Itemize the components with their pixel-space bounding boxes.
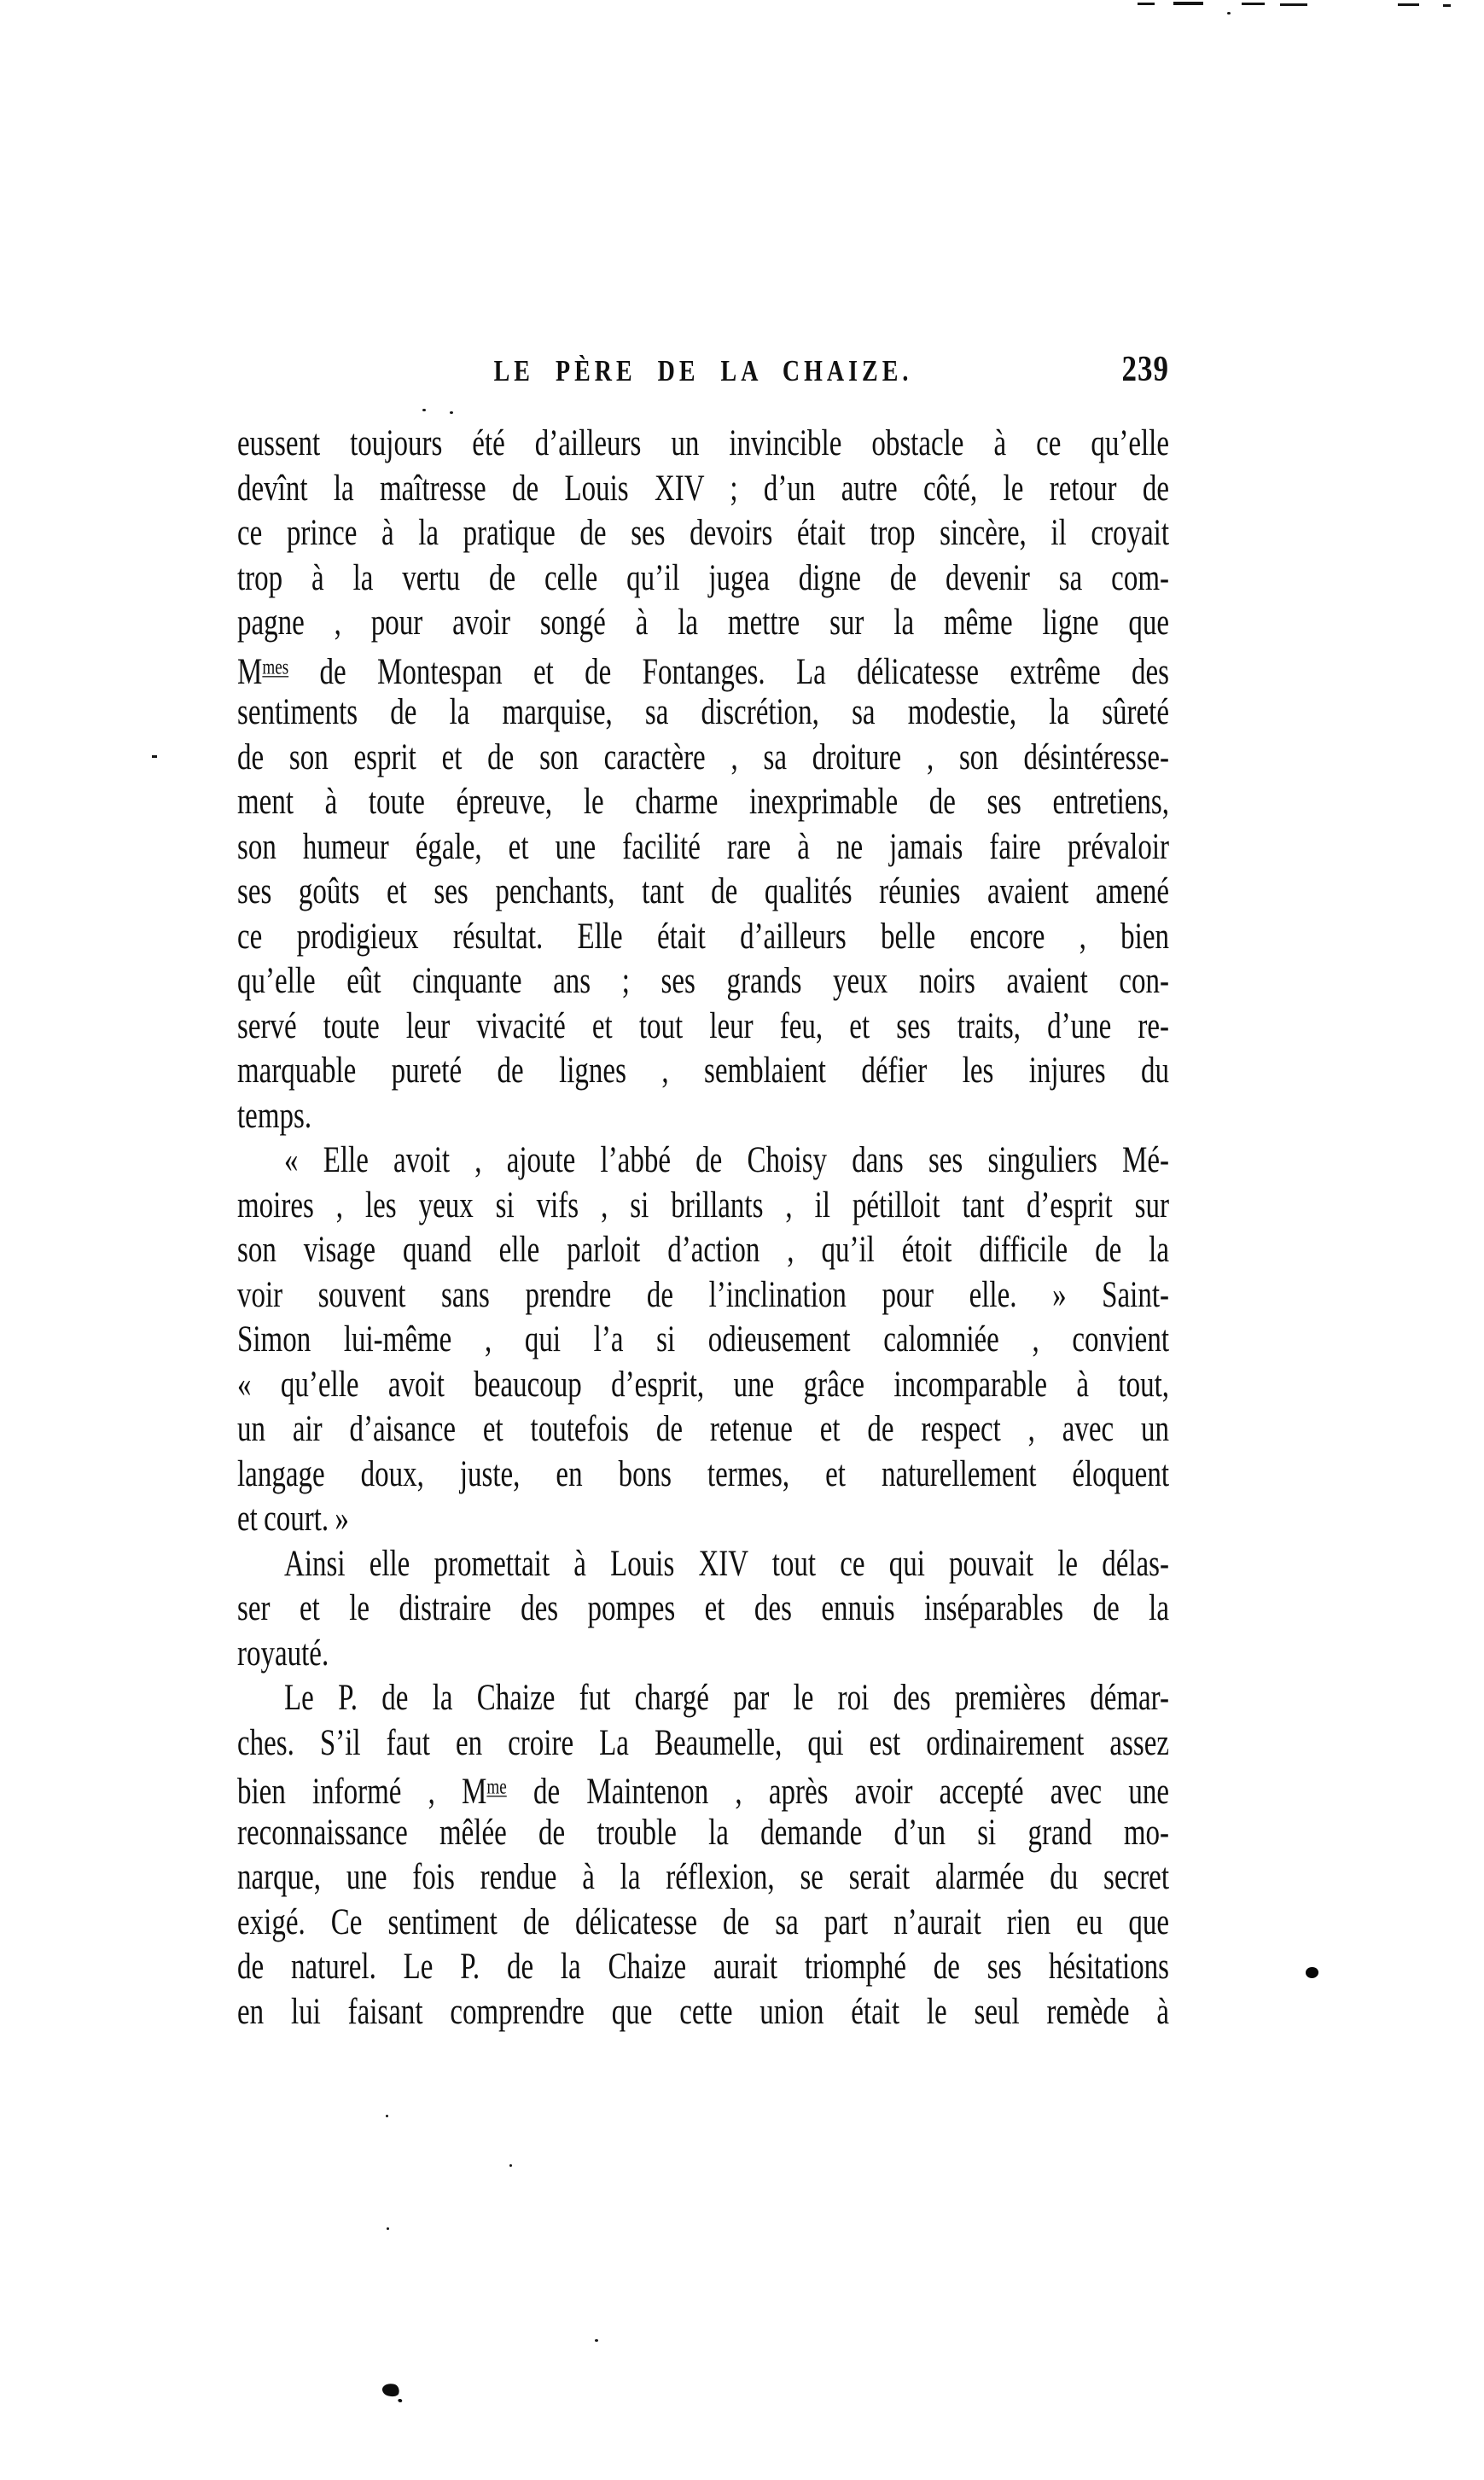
scan-dash (1398, 3, 1419, 6)
text-line: son humeur égale, et une facilité rare à ne jamais faire prévaloir (237, 826, 1169, 868)
scan-speck (422, 409, 426, 411)
text-line: et court. » (237, 1499, 349, 1540)
text-line: devînt la maîtresse de Louis XIV ; d’un autre côté, le retour de (237, 468, 1169, 509)
text-line: voir souvent sans prendre de l’inclination pour elle. » Saint- (237, 1274, 1169, 1316)
scan-speck (387, 2227, 389, 2230)
text-line: langage doux, juste, en bons termes, et naturellement éloquent (237, 1453, 1169, 1495)
text-line: ce prince à la pratique de ses devoirs était trop sincère, il croyait (237, 513, 1169, 554)
text-line: « qu’elle avoit beaucoup d’esprit, une grâce incomparable à tout, (237, 1364, 1169, 1406)
text-line: marquable pureté de lignes , semblaient défier les injures du (237, 1051, 1169, 1092)
text-line: Simon lui-même , qui l’a si odieusement calomniée , convient (237, 1319, 1169, 1360)
text-line: temps. (237, 1095, 312, 1137)
text-line: exigé. Ce sentiment de délicatesse de sa part n’aurait rien eu que (237, 1901, 1169, 1943)
text-line: Le P. de la Chaize fut chargé par le roi des premières démar- (284, 1678, 1169, 1719)
text-line: trop à la vertu de celle qu’il jugea digne de devenir sa com- (237, 557, 1169, 599)
text-line: $M^{mes}$ de Montespan et de Fontanges. La délicatesse extrême des (237, 651, 1169, 692)
text-line: royauté. (237, 1633, 329, 1674)
superscript-abbreviation: mes (262, 655, 289, 679)
scan-dash (1138, 3, 1155, 5)
text-line: ment à toute épreuve, le charme inexprimable de ses entretiens, (237, 782, 1169, 823)
text-line: ses goûts et ses penchants, tant de qualités réunies avaient amené (237, 871, 1169, 912)
text-line: moires , les yeux si vifs , si brillants , il pétilloit tant d’esprit sur (237, 1185, 1169, 1226)
scan-speck (595, 2339, 598, 2342)
scan-speck (450, 411, 453, 414)
text-line: bien informé , $M^{me}$ de Maintenon , après avoir accepté avec une (237, 1771, 1169, 1813)
text-line: servé toute leur vivacité et tout leur feu, et ses traits, d’une re- (237, 1005, 1169, 1047)
page-number: 239 (1121, 349, 1169, 389)
scan-dash (1280, 3, 1307, 6)
text-line: pagne , pour avoir songé à la mettre sur la même ligne que (237, 603, 1169, 643)
running-title: LE PÈRE DE LA CHAIZE. (493, 355, 913, 388)
scan-dash (1242, 3, 1265, 5)
scan-speck (509, 2164, 512, 2167)
superscript-abbreviation: me (486, 1775, 507, 1800)
scan-speck (386, 2115, 388, 2117)
scan-speck (1227, 12, 1231, 15)
page-header (237, 349, 1169, 396)
ink-blot-artifact (381, 2382, 400, 2398)
ink-dot-artifact (1306, 1967, 1318, 1978)
text-line: sentiments de la marquise, sa discrétion, sa modestie, la sûreté (237, 692, 1169, 733)
text-line: un air d’aisance et toutefois de retenue et de respect , avec un (237, 1409, 1169, 1450)
text-line: de son esprit et de son caractère , sa droiture , son désintéresse- (237, 736, 1169, 778)
body-text (237, 422, 1169, 2035)
text-line: qu’elle eût cinquante ans ; ses grands yeux noirs avaient con- (237, 961, 1169, 1002)
scan-dash (1443, 4, 1451, 7)
text-line: son visage quand elle parloit d’action , qu’il étoit difficile de la (237, 1230, 1169, 1271)
text-line: « Elle avoit , ajoute l’abbé de Choisy dans ses singuliers Mé- (284, 1140, 1169, 1181)
text-line: eussent toujours été d’ailleurs un invincible obstacle à ce qu’elle (237, 423, 1169, 464)
text-line: reconnaissance mêlée de trouble la demande d’un si grand mo- (237, 1812, 1169, 1854)
scan-dash (1173, 2, 1203, 5)
text-line: Ainsi elle promettait à Louis XIV tout ce qui pouvait le délas- (284, 1543, 1169, 1585)
text-line: ches. S’il faut en croire La Beaumelle, qui est ordinairement assez (237, 1722, 1169, 1764)
scan-speck (152, 755, 157, 758)
text-line: ce prodigieux résultat. Elle était d’ailleurs belle encore , bien (237, 916, 1169, 958)
text-line: de naturel. Le P. de la Chaize aurait triomphé de ses hésitations (237, 1947, 1169, 1988)
text-line: ser et le distraire des pompes et des ennuis inséparables de la (237, 1588, 1169, 1629)
text-line: narque, une fois rendue à la réflexion, se serait alarmée du secret (237, 1857, 1169, 1898)
text-line: en lui faisant comprendre que cette union était le seul remède à (237, 1991, 1169, 2033)
